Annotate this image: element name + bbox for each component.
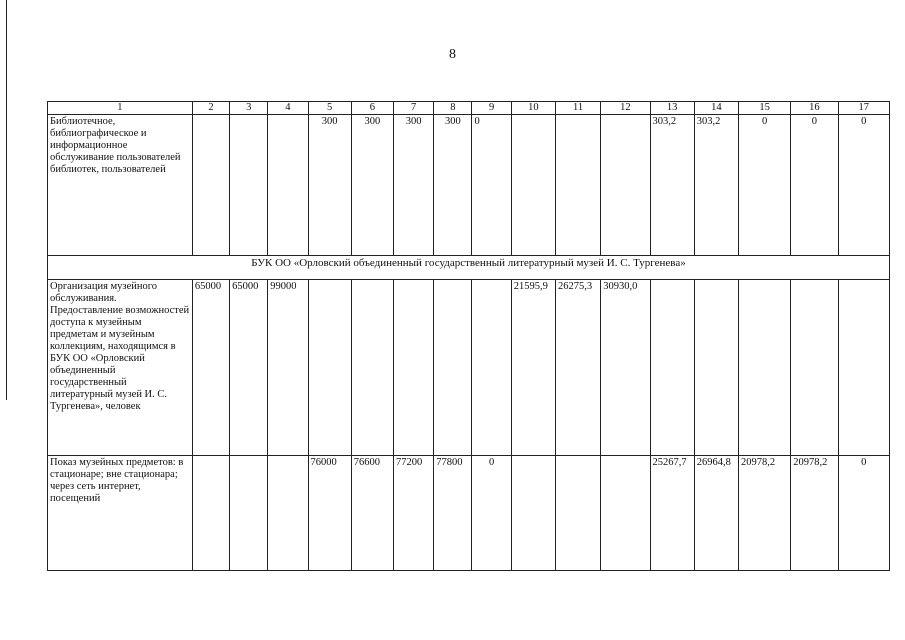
- value-cell: [394, 280, 434, 456]
- value-cell: 25267,7: [650, 456, 694, 571]
- value-cell: 0: [838, 115, 889, 256]
- value-cell: [838, 280, 889, 456]
- column-header: 7: [394, 102, 434, 115]
- value-cell: 30930,0: [601, 280, 650, 456]
- value-cell: 20978,2: [739, 456, 791, 571]
- table-row-library-service: [48, 115, 890, 256]
- value-cell: [601, 456, 650, 571]
- value-cell: [694, 280, 738, 456]
- column-header: 16: [791, 102, 838, 115]
- column-header: 2: [192, 102, 229, 115]
- value-cell: 77200: [394, 456, 434, 571]
- column-header: 9: [472, 102, 511, 115]
- value-cell: [511, 115, 555, 256]
- column-header: 13: [650, 102, 694, 115]
- column-header: 8: [434, 102, 472, 115]
- value-cell: [650, 280, 694, 456]
- section-heading-row: [48, 256, 890, 280]
- value-cell: [555, 456, 600, 571]
- value-cell: [511, 456, 555, 571]
- table-row-museum-service: [48, 280, 890, 456]
- value-cell: 300: [308, 115, 351, 256]
- value-cell: 65000: [192, 280, 229, 456]
- column-header: 10: [511, 102, 555, 115]
- value-cell: 0: [791, 115, 838, 256]
- value-cell: 0: [472, 456, 511, 571]
- service-name-cell: Показ музейных предметов: в стационаре; вне стационара; через сеть интернет, посещений: [48, 456, 193, 571]
- column-header: 5: [308, 102, 351, 115]
- value-cell: [739, 280, 791, 456]
- value-cell: [192, 115, 229, 256]
- value-cell: 0: [739, 115, 791, 256]
- value-cell: 76000: [308, 456, 351, 571]
- value-cell: [192, 456, 229, 571]
- column-header: 1: [48, 102, 193, 115]
- value-cell: 0: [838, 456, 889, 571]
- column-header: 14: [694, 102, 738, 115]
- value-cell: 20978,2: [791, 456, 838, 571]
- value-cell: 303,2: [650, 115, 694, 256]
- value-cell: [472, 280, 511, 456]
- value-cell: 77800: [434, 456, 472, 571]
- value-cell: 21595,9: [511, 280, 555, 456]
- column-header: 3: [230, 102, 268, 115]
- column-header: 4: [268, 102, 308, 115]
- page-number: 8: [449, 47, 456, 62]
- value-cell: [601, 115, 650, 256]
- value-cell: 0: [472, 115, 511, 256]
- value-cell: 300: [434, 115, 472, 256]
- value-cell: [434, 280, 472, 456]
- column-header: 17: [838, 102, 889, 115]
- data-table: [47, 101, 890, 571]
- value-cell: [351, 280, 393, 456]
- value-cell: [555, 115, 600, 256]
- value-cell: 26275,3: [555, 280, 600, 456]
- value-cell: [268, 115, 308, 256]
- column-header: 6: [351, 102, 393, 115]
- value-cell: 26964,8: [694, 456, 738, 571]
- value-cell: 303,2: [694, 115, 738, 256]
- section-heading: БУК ОО «Орловский объединенный государственный литературный музей И. С. Тургенева»: [48, 256, 890, 280]
- value-cell: [268, 456, 308, 571]
- service-name-cell: Библиотечное, библиографическое и информационное обслуживание пользователей библиотек, пользователей: [48, 115, 193, 256]
- value-cell: [791, 280, 838, 456]
- table-row-museum-exhibits: [48, 456, 890, 571]
- header-row: [48, 102, 890, 115]
- column-header: 15: [739, 102, 791, 115]
- value-cell: 99000: [268, 280, 308, 456]
- value-cell: 300: [351, 115, 393, 256]
- value-cell: 76600: [351, 456, 393, 571]
- value-cell: [230, 456, 268, 571]
- value-cell: [308, 280, 351, 456]
- column-header: 12: [601, 102, 650, 115]
- column-header: 11: [555, 102, 600, 115]
- value-cell: [230, 115, 268, 256]
- value-cell: 300: [394, 115, 434, 256]
- service-name-cell: Организация музейного обслуживания. Предоставление возможностей доступа к музейным предметам и музейным коллекциям, находящимся в БУК ОО «Орловский объединенный государственный литературный музей И. С. Тургенева», человек: [48, 280, 193, 456]
- value-cell: 65000: [230, 280, 268, 456]
